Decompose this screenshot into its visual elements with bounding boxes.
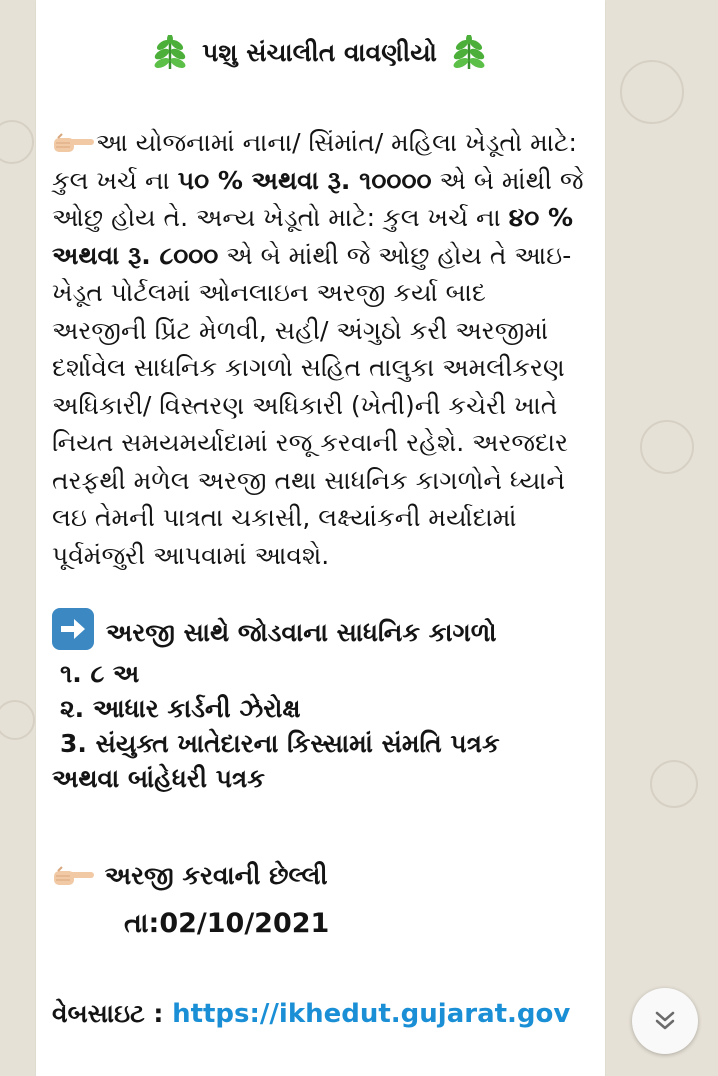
description-text: આ યોજનામાં નાના/ સિંમાંત/ મહિલા ખેડૂતો માટે: કુલ ખર્ચ ના — [52, 128, 577, 195]
scheme-description — [52, 124, 587, 574]
message-title-row — [52, 30, 587, 76]
wallpaper-doodle — [620, 60, 684, 124]
herb-icon — [449, 35, 489, 71]
wallpaper-doodle — [650, 760, 698, 808]
documents-heading-row — [52, 608, 587, 656]
documents-heading: અરજી સાથે જોડવાના સાધનિક કાગળો — [106, 618, 497, 647]
wallpaper-doodle — [0, 120, 34, 164]
deadline-row — [52, 852, 587, 900]
right-arrow-icon — [52, 608, 94, 650]
message-bubble[interactable] — [36, 0, 605, 1076]
message-title: પશુ સંચાલીત વાવણીયો — [202, 38, 437, 67]
herb-icon — [150, 35, 190, 71]
pointing-hand-icon — [52, 865, 96, 887]
list-item: ૨. આધાર કાર્ડની ઝેરોક્ષ — [60, 694, 301, 723]
pointing-hand-icon — [52, 132, 96, 154]
list-item-continuation: અથવા બાંહેધરી પત્રક — [52, 764, 265, 793]
website-label: વેબસાઇટ — [52, 999, 145, 1028]
scroll-to-bottom-button[interactable] — [632, 988, 698, 1054]
deadline-label: અરજી કરવાની છેલ્લી — [104, 861, 328, 890]
website-separator: : — [144, 999, 173, 1028]
description-text: એ બે માંથી જે ઓછુ હોય તે આઇ-ખેડૂત પોર્ટલમાં ઓનલાઇન અરજી કર્યા બાદ અરજીની પ્રિંટ મેળવી, સહી/ અંગુઠો કરી અરજીમાં દર્શાવેલ સાધનિક કાગળો સહિત તાલુકા અમલીકરણ અધિકારી/ વિસ્તરણ અધિકારી (ખેતી)ની કચેરી ખાતે નિયત સમયમર્યાદામાં રજૂ કરવાની રહેશે. અરજદાર તરફથી મળેલ અરજી તથા સાધનિક કાગળોને ધ્યાને લઇ તેમની પાત્રતા ચકાસી, લક્ષ્યાંકની મર્યાદામાં પૂર્વમંજુરી આપવામાં આવશે. — [52, 240, 572, 570]
wallpaper-doodle — [640, 420, 694, 474]
subsidy-small-farmers: ૫૦ % અથવા રૂ. ૧૦૦૦૦ — [177, 165, 432, 195]
list-item: 3. સંયુક્ત ખાતેદારના કિસ્સામાં સંમતિ પત્રક — [60, 729, 500, 758]
documents-list — [52, 656, 587, 796]
website-row — [52, 994, 587, 1034]
chevron-double-down-icon — [652, 1008, 678, 1034]
list-item: ૧. ૮ અ — [60, 659, 140, 688]
subsidy-other-farmers: ૪૦ % અથવા રૂ. ૮૦૦૦ — [52, 203, 574, 270]
deadline-date: તા:02/10/2021 — [124, 908, 330, 939]
wallpaper-doodle — [0, 700, 35, 740]
website-link[interactable]: https://ikhedut.gujarat.gov — [172, 999, 571, 1029]
description-text: એ બે માંથી જે ઓછુ હોય તે. અન્ય ખેડૂતો માટે: કુલ ખર્ચ ના — [52, 165, 584, 232]
